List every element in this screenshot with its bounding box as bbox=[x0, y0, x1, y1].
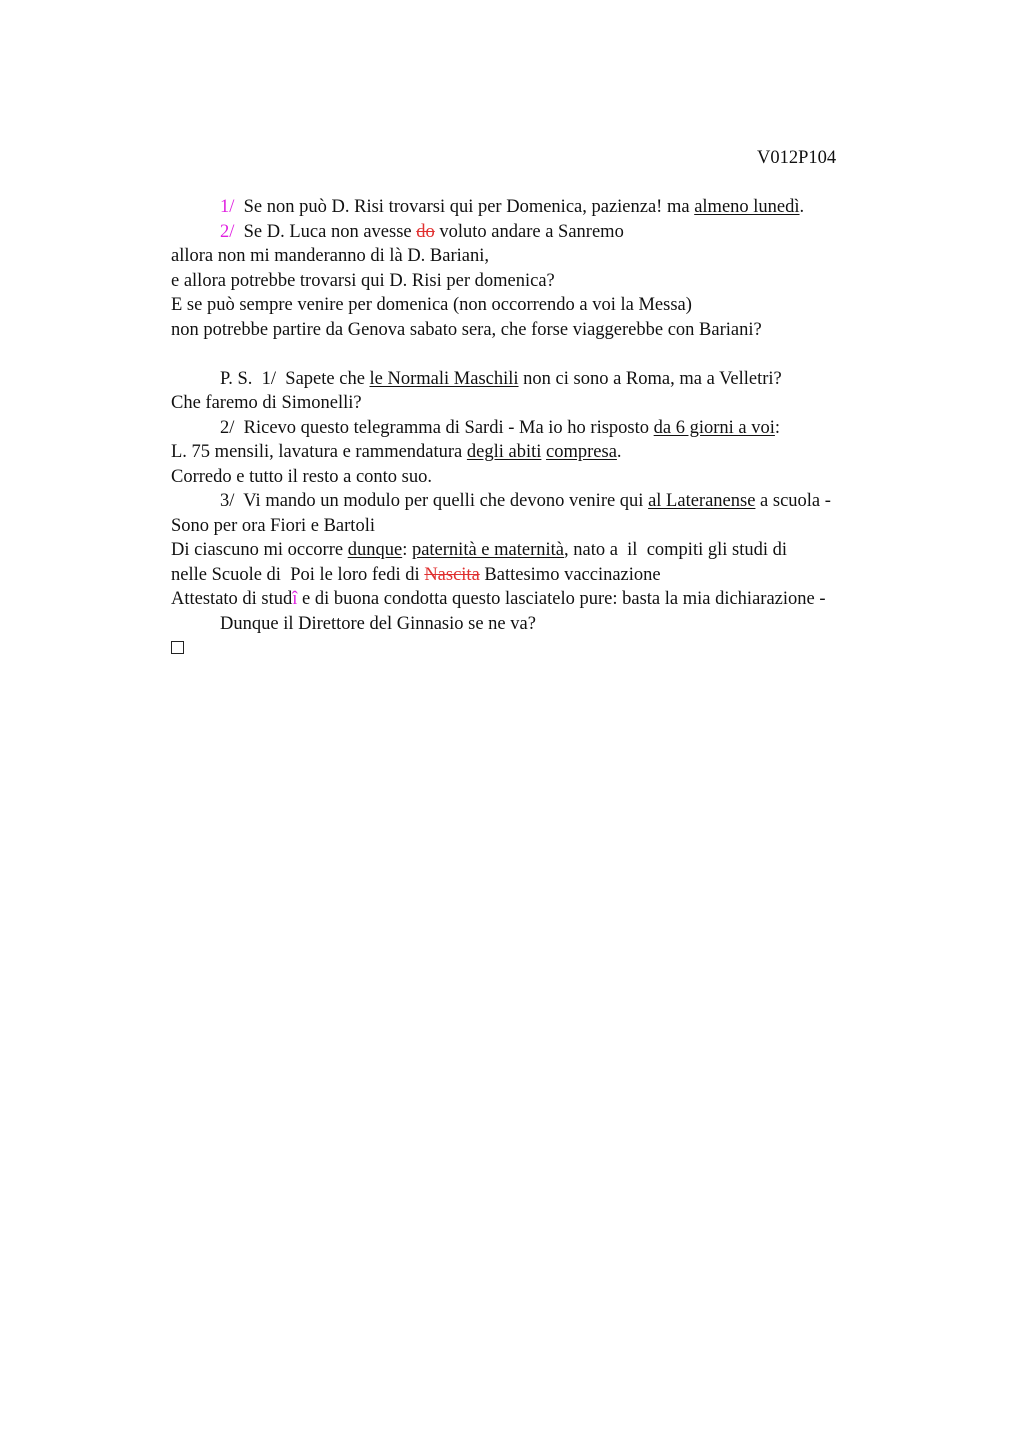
underlined-text: paternità e maternità bbox=[411, 540, 564, 560]
underlined-text: compresa bbox=[546, 442, 617, 462]
underlined-text: dunque bbox=[347, 540, 403, 560]
text-line-17: Dunque il Direttore del Ginnasio se ne va? bbox=[220, 613, 536, 634]
item-number: 2/ bbox=[220, 221, 235, 242]
underlined-text: da 6 giorni a voi bbox=[653, 417, 775, 438]
postscript-line-3: 3/ Vi mando un modulo per quelli che devono venire qui al Lateranense a scuola - bbox=[220, 491, 831, 511]
struck-text: do bbox=[416, 221, 435, 242]
end-marker bbox=[171, 636, 911, 661]
text-line-13: Sono per ora Fiori e Bartoli bbox=[171, 515, 375, 536]
text-line-14: Di ciascuno mi occorre dunque: paternità e maternità, nato a il compiti gli studi di bbox=[171, 540, 787, 560]
item-number: 1/ bbox=[220, 197, 235, 217]
page-identifier: V012P104 bbox=[757, 148, 837, 168]
underlined-text: al Lateranense bbox=[648, 491, 756, 511]
text-line-15: nelle Scuole di Poi le loro fedi di Nascita Battesimo vaccinazione bbox=[171, 564, 661, 585]
letter-body bbox=[171, 195, 911, 661]
text-line-11: Corredo e tutto il resto a conto suo. bbox=[171, 466, 433, 487]
text-line-3: allora non mi manderanno di là D. Bariani, bbox=[171, 246, 490, 266]
underlined-text: le Normali Maschili bbox=[369, 368, 519, 389]
text-line-16: Attestato di studî e di buona condotta questo lasciatelo pure: basta la mia dichiarazione - bbox=[171, 589, 826, 609]
underlined-text: almeno lunedì bbox=[694, 197, 800, 217]
text-line-8: Che faremo di Simonelli? bbox=[171, 393, 362, 413]
underlined-text: degli abiti bbox=[466, 442, 542, 462]
text-line-5: E se può sempre venire per domenica (non occorrendo a voi la Messa) bbox=[171, 295, 692, 315]
text-line-6: non potrebbe partire da Genova sabato sera, che forse viaggerebbe con Bariani? bbox=[171, 319, 762, 340]
highlighted-char: î bbox=[292, 589, 298, 609]
struck-text: Nascita bbox=[424, 564, 480, 585]
postscript-line-2: 2/ Ricevo questo telegramma di Sardi - Ma io ho risposto da 6 giorni a voi: bbox=[220, 417, 781, 438]
text-line-10: L. 75 mensili, lavatura e rammendatura degli abiti compresa. bbox=[171, 442, 622, 462]
text-line-2: 2/ Se D. Luca non avesse do voluto andare a Sanremo bbox=[220, 221, 624, 242]
text-line-1: 1/ Se non può D. Risi trovarsi qui per Domenica, pazienza! ma almeno lunedì. bbox=[220, 197, 805, 217]
text-line-4: e allora potrebbe trovarsi qui D. Risi per domenica? bbox=[171, 270, 555, 291]
end-square-icon bbox=[171, 641, 184, 654]
paragraph-gap bbox=[171, 342, 911, 367]
postscript-line-1: P. S. 1/ Sapete che le Normali Maschili non ci sono a Roma, ma a Velletri? bbox=[220, 368, 782, 389]
